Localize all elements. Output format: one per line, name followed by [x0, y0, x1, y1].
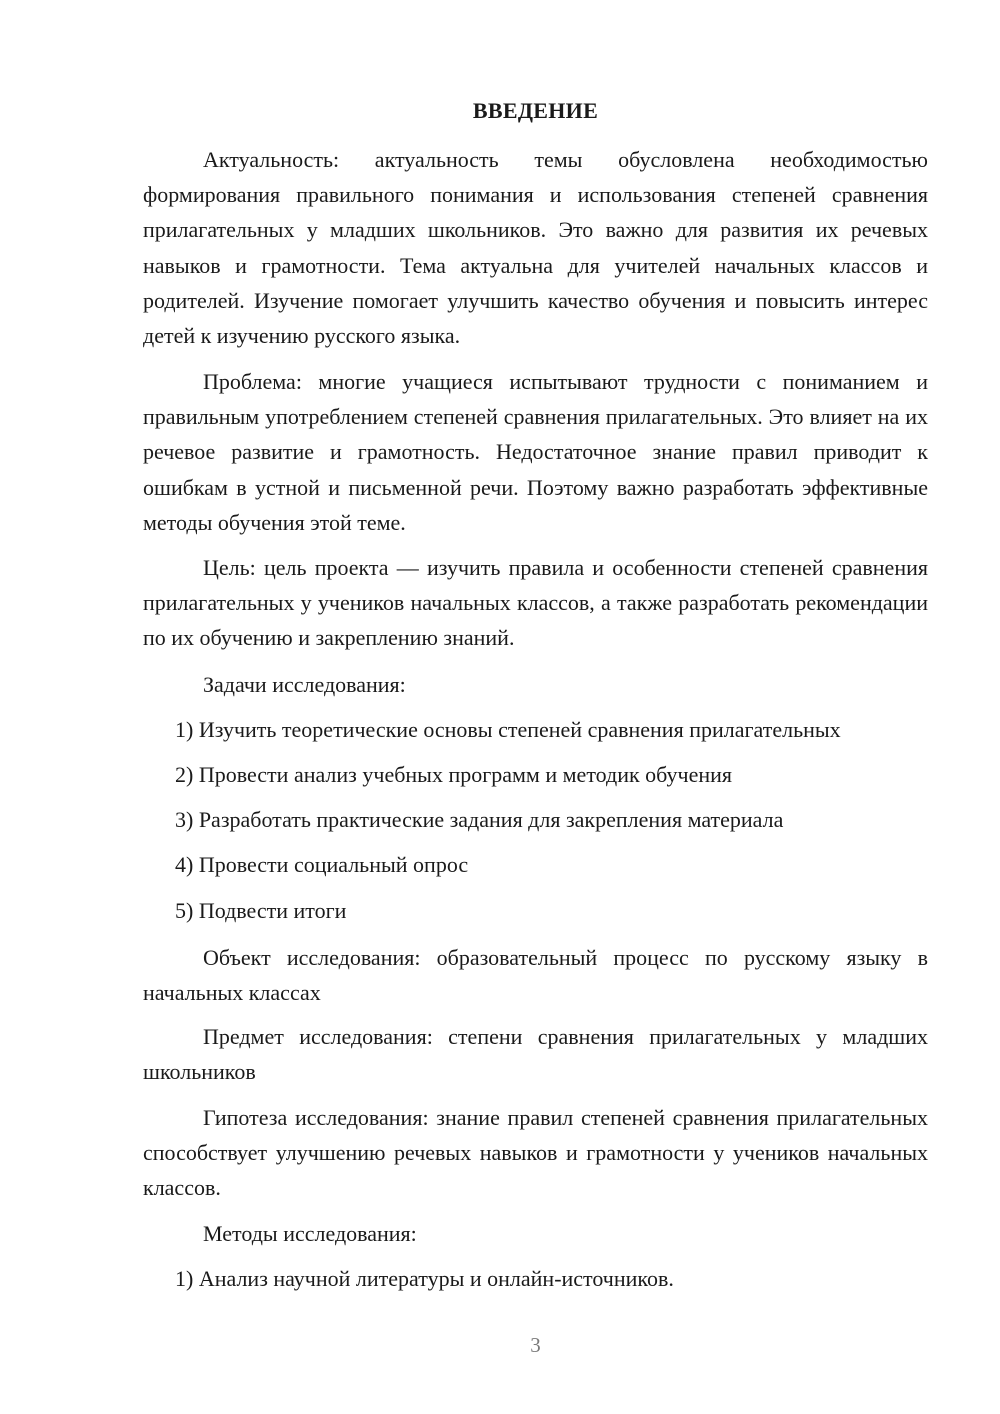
tasks-heading: Задачи исследования: [203, 672, 406, 697]
page-number: 3 [530, 1333, 541, 1357]
hypothesis-paragraph: Гипотеза исследования: знание правил степеней сравнения прилагательных способствует улучшению речевых навыков и грамотности у учеников начальных классов. [143, 1105, 928, 1201]
object-paragraph: Объект исследования: образовательный процесс по русскому языку в начальных классах [143, 945, 928, 1006]
subject-paragraph: Предмет исследования: степени сравнения прилагательных у младших школьников [143, 1024, 928, 1085]
document-title: ВВЕДЕНИЕ [472, 98, 599, 123]
task-item-2: 2) Провести анализ учебных программ и методик обучения [175, 762, 733, 787]
method-item-1: 1) Анализ научной литературы и онлайн-источников. [175, 1266, 674, 1291]
goal-paragraph: Цель: цель проекта — изучить правила и особенности степеней сравнения прилагательных у учеников начальных классов, а также разработать рекомендации по их обучению и закреплению знаний. [143, 555, 928, 651]
task-item-1: 1) Изучить теоретические основы степеней сравнения прилагательных [175, 717, 841, 742]
task-item-4: 4) Провести социальный опрос [175, 852, 469, 877]
task-item-3: 3) Разработать практические задания для закрепления материала [175, 807, 784, 832]
problem-paragraph: Проблема: многие учащиеся испытывают трудности с пониманием и правильным употреблением степеней сравнения прилагательных. Это влияет на их речевое развитие и грамотность. Недостаточное знание правил приводит к ошибкам в устной и письменной речи. Поэтому важно разработать эффективные методы обучения этой теме. [143, 369, 928, 535]
relevance-paragraph: Актуальность: актуальность темы обусловлена необходимостью формирования правильного понимания и использования степеней сравнения прилагательных у младших школьников. Это важно для развития их речевых навыков и грамотности. Тема актуальна для учителей начальных классов и родителей. Изучение помогает улучшить качество обучения и повысить интерес детей к изучению русского языка. [143, 147, 928, 349]
methods-heading: Методы исследования: [203, 1221, 417, 1246]
task-item-5: 5) Подвести итоги [175, 898, 347, 923]
